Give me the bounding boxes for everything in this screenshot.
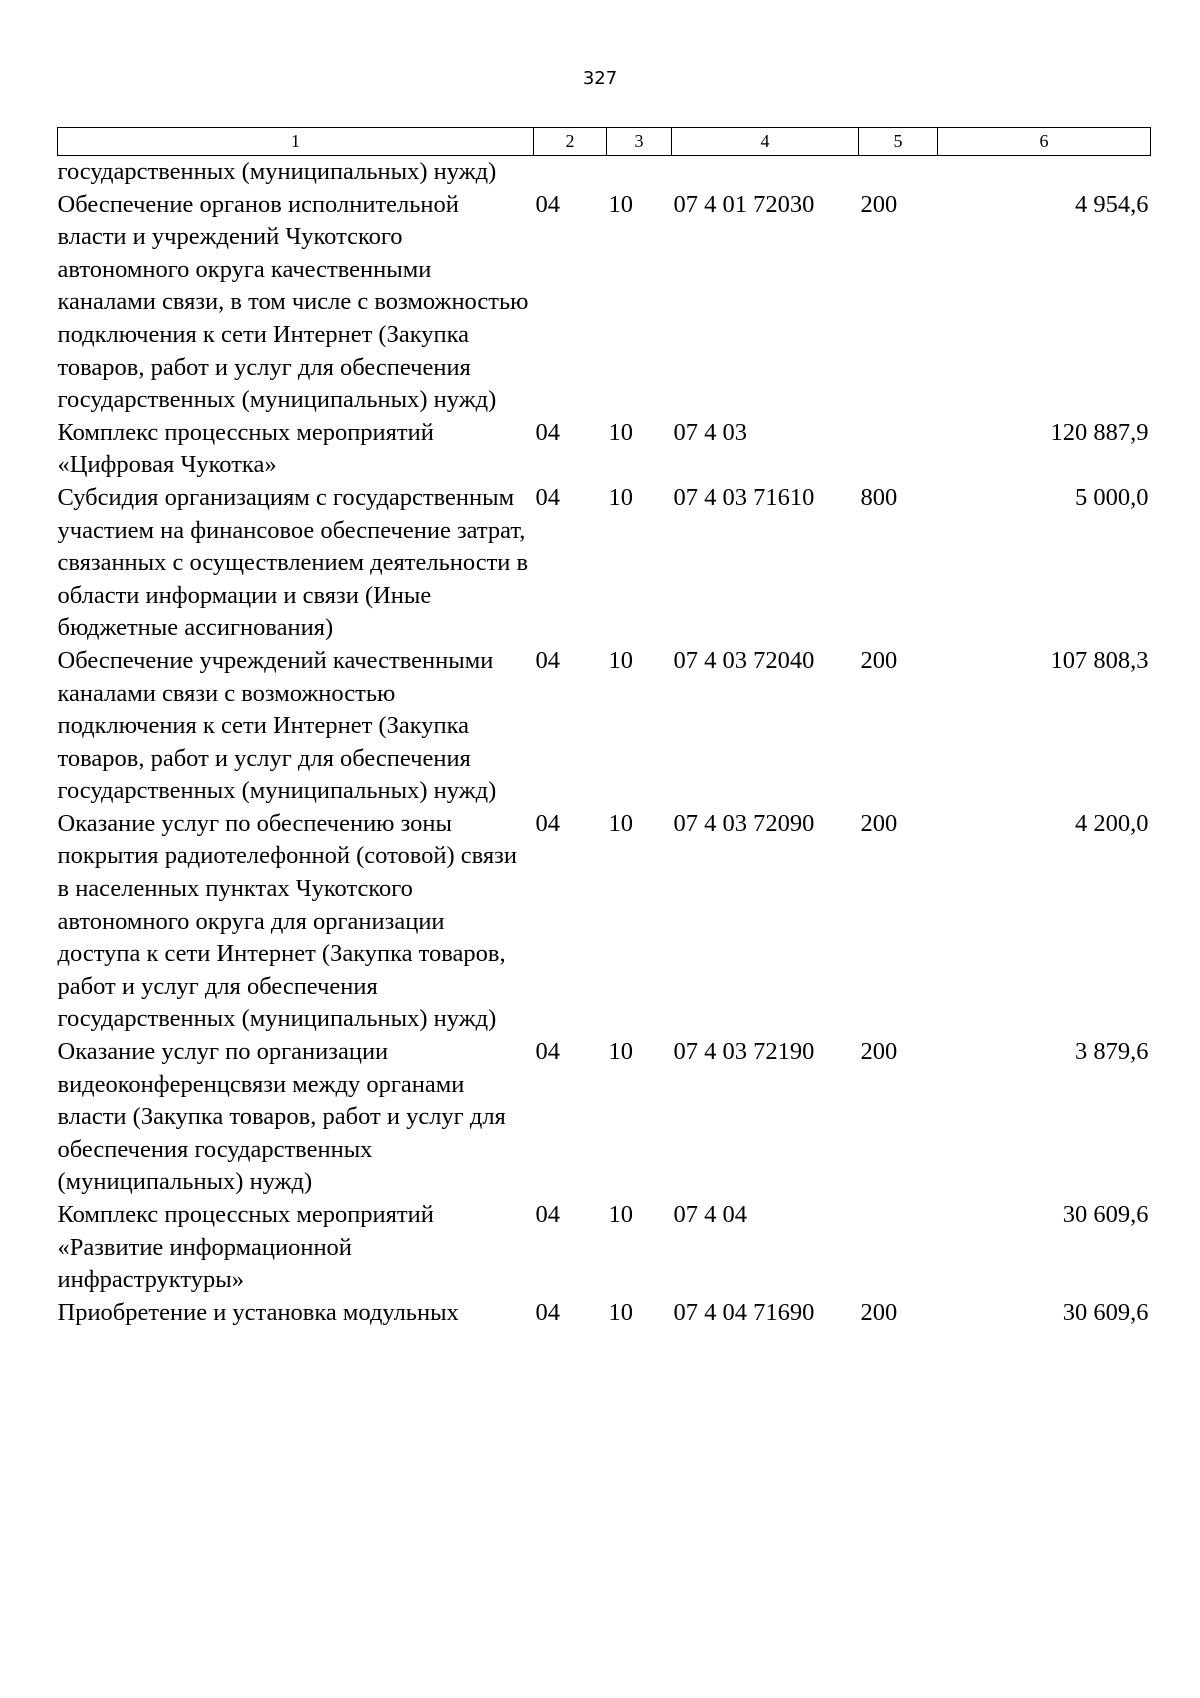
row-section (534, 156, 607, 189)
row-expense-kind: 200 (860, 1038, 898, 1066)
row-section: 04 (535, 418, 560, 446)
row-section: 04 (535, 1038, 560, 1066)
row-subsection: 10 (608, 418, 633, 446)
row-subsection: 10 (608, 809, 633, 837)
row-section: 04 (535, 1298, 560, 1326)
table-row (58, 1036, 1151, 1199)
row-name: государственных (муниципальных) нужд) (57, 158, 497, 185)
table-row (58, 417, 1151, 482)
row-target-code: 07 4 01 72030 (673, 190, 815, 218)
row-subsection: 10 (608, 1298, 633, 1326)
row-expense-kind: 200 (860, 1298, 898, 1326)
row-amount: 3 879,6 (1075, 1038, 1149, 1066)
row-subsection: 10 (608, 1201, 633, 1228)
row-amount (938, 156, 1151, 189)
table-row (58, 156, 1151, 189)
row-section: 04 (535, 1201, 560, 1228)
page-number: 327 (582, 68, 618, 89)
row-amount: 4 200,0 (1075, 809, 1149, 837)
header-cell-2: 2 (534, 128, 607, 156)
row-name: Комплекс процессных мероприятий «Цифровая Чукотка» (57, 418, 434, 479)
row-amount: 5 000,0 (1075, 483, 1149, 511)
header-cell-6: 6 (938, 128, 1151, 156)
row-section: 04 (535, 483, 560, 511)
table-header (58, 128, 1151, 156)
header-cell-5: 5 (859, 128, 938, 156)
table-row (58, 189, 1151, 417)
table-row (58, 1199, 1151, 1297)
table-row (58, 808, 1151, 1036)
budget-table (57, 127, 1151, 1329)
table-row (58, 1297, 1151, 1330)
row-amount: 120 887,9 (1050, 418, 1149, 446)
row-section: 04 (535, 646, 560, 674)
row-subsection: 10 (608, 190, 633, 218)
table-row (58, 482, 1151, 645)
row-amount: 30 609,6 (1062, 1298, 1149, 1326)
row-amount: 4 954,6 (1075, 190, 1149, 218)
row-target-code: 07 4 03 72090 (673, 809, 815, 837)
row-expense-kind: 200 (860, 809, 898, 837)
row-target-code: 07 4 04 (673, 1201, 747, 1228)
row-name: Оказание услуг по обеспечению зоны покрытия радиотелефонной (сотовой) связи в населенных пунктах Чукотского автономного округа для организации доступа к сети Интернет (Закупка товаров, работ и услуг для обеспечения государственных (муниципальных) нужд) (57, 809, 517, 1033)
row-subsection (607, 156, 672, 189)
row-name: Комплекс процессных мероприятий «Развитие информационной инфраструктуры» (57, 1201, 434, 1294)
row-name: Обеспечение органов исполнительной власти и учреждений Чукотского автономного округа качественными каналами связи, в том числе с возможностью подключения к сети Интернет (Закупка товаров, работ и услуг для обеспечения государственных (муниципальных) нужд) (57, 190, 529, 414)
row-target-code: 07 4 03 72040 (673, 646, 815, 674)
table-body (58, 156, 1151, 1330)
row-section: 04 (535, 809, 560, 837)
row-target-code: 07 4 03 72190 (673, 1038, 815, 1066)
header-cell-3: 3 (607, 128, 672, 156)
row-name: Приобретение и установка модульных (57, 1298, 459, 1326)
header-cell-1: 1 (58, 128, 534, 156)
row-subsection: 10 (608, 483, 633, 511)
row-expense-kind (859, 156, 938, 189)
row-target-code (672, 156, 859, 189)
row-target-code: 07 4 03 (673, 418, 747, 446)
row-name: Субсидия организациям с государственным участием на финансовое обеспечение затрат, связанных с осуществлением деятельности в области информации и связи (Иные бюджетные ассигнования) (57, 483, 529, 642)
row-subsection: 10 (608, 1038, 633, 1066)
header-row (58, 128, 1151, 156)
row-expense-kind (859, 417, 938, 482)
row-expense-kind: 800 (860, 483, 898, 511)
row-expense-kind (859, 1199, 938, 1297)
row-section: 04 (535, 190, 560, 218)
row-name: Обеспечение учреждений качественными каналами связи с возможностью подключения к сети Интернет (Закупка товаров, работ и услуг для обеспечения государственных (муниципальных) нужд) (57, 646, 497, 805)
row-expense-kind: 200 (860, 646, 898, 674)
row-target-code: 07 4 04 71690 (673, 1298, 815, 1326)
row-subsection: 10 (608, 646, 633, 674)
row-target-code: 07 4 03 71610 (673, 483, 815, 511)
table-row (58, 645, 1151, 808)
row-amount: 107 808,3 (1050, 646, 1149, 674)
row-amount: 30 609,6 (1062, 1201, 1149, 1228)
header-cell-4: 4 (672, 128, 859, 156)
row-expense-kind: 200 (860, 190, 898, 218)
row-name: Оказание услуг по организации видеоконференцсвязи между органами власти (Закупка товаров, работ и услуг для обеспечения государственных (муниципальных) нужд) (57, 1038, 506, 1196)
